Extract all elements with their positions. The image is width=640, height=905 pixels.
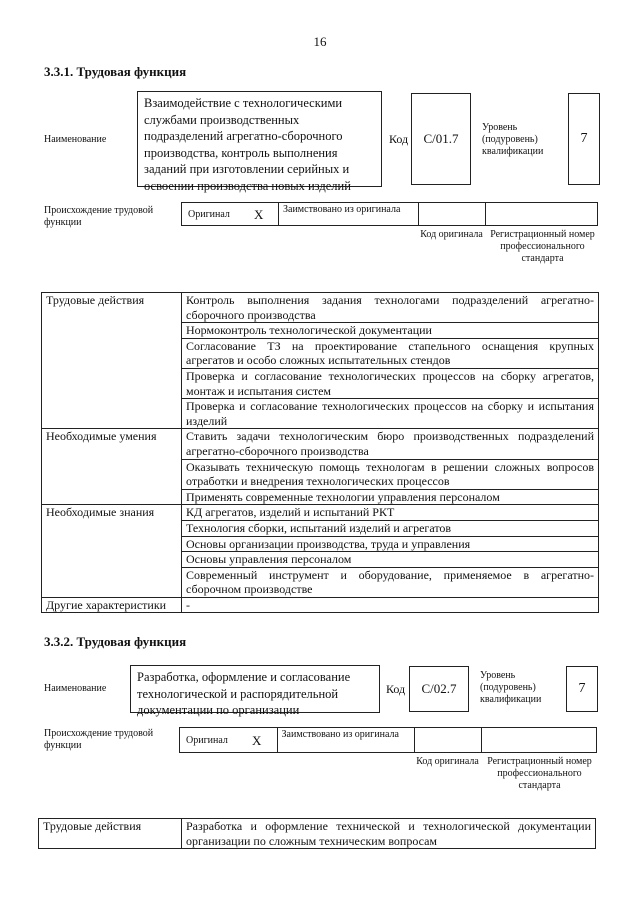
original-mark: X bbox=[252, 733, 262, 748]
table-cell: Современный инструмент и оборудование, применяемое в агрегатно-сборочном производстве bbox=[182, 567, 599, 597]
table-row bbox=[42, 293, 599, 323]
origin-row bbox=[181, 202, 598, 226]
level-box bbox=[568, 93, 600, 185]
function-table bbox=[41, 292, 599, 613]
row-label: Трудовые действия bbox=[39, 819, 182, 849]
reg-number-cell bbox=[486, 203, 597, 225]
reg-number-label: Регистрационный номер профессионального стандарта bbox=[490, 229, 595, 264]
level-value: 7 bbox=[578, 681, 586, 696]
table-cell: Технология сборки, испытаний изделий и агрегатов bbox=[182, 520, 599, 536]
name-label: Наименование bbox=[44, 683, 107, 694]
original-code-label: Код оригинала bbox=[416, 756, 479, 767]
original-cell bbox=[180, 728, 278, 752]
original-label: Оригинал bbox=[188, 209, 230, 220]
original-cell bbox=[182, 203, 279, 225]
level-box bbox=[566, 666, 598, 712]
original-mark: X bbox=[254, 207, 264, 222]
original-code-cell bbox=[419, 203, 486, 225]
function-name-text: Взаимодействие с технологическими службами производственных подразделений агрегатно-сборочного производства, контроль выполнения заданий при изготовлении серийных и освоении производства новых изделий bbox=[144, 96, 351, 193]
table-cell: Ставить задачи технологическим бюро производственных подразделений агрегатно-сборочного производства bbox=[182, 429, 599, 459]
table-row bbox=[42, 597, 599, 613]
function-name-text: Разработка, оформление и согласование технологической и распорядительной документации по организации bbox=[137, 670, 351, 717]
section-title: 3.3.1. Трудовая функция bbox=[44, 64, 187, 79]
code-value: C/01.7 bbox=[423, 131, 459, 146]
original-label: Оригинал bbox=[186, 735, 228, 746]
row-label: Необходимые знания bbox=[42, 505, 182, 598]
code-label: Код bbox=[389, 132, 409, 146]
code-box bbox=[411, 93, 471, 185]
row-label: Необходимые умения bbox=[42, 429, 182, 505]
table-cell: Разработка и оформление технической и технологической документации организации по сложным техническим вопросам bbox=[182, 819, 596, 849]
table-cell: Проверка и согласование технологических процессов на сборку и испытания изделий bbox=[182, 399, 599, 429]
row-label: Трудовые действия bbox=[42, 293, 182, 429]
section-title: 3.3.2. Трудовая функция bbox=[44, 634, 187, 649]
borrowed-cell bbox=[278, 728, 415, 752]
level-value: 7 bbox=[580, 131, 588, 146]
original-code-cell bbox=[415, 728, 482, 752]
table-cell: Проверка и согласование технологических процессов на сборку агрегатов, монтаж и испытания систем bbox=[182, 368, 599, 398]
table-cell: КД агрегатов, изделий и испытаний РКТ bbox=[182, 505, 599, 521]
reg-number-cell bbox=[482, 728, 596, 752]
table-cell: - bbox=[182, 597, 599, 613]
reg-number-label: Регистрационный номер профессионального стандарта bbox=[487, 756, 592, 791]
code-value: C/02.7 bbox=[421, 681, 457, 696]
level-label: Уровень (подуровень) квалификации bbox=[482, 122, 544, 157]
table-cell: Согласование ТЗ на проектирование стапельного оснащения крупных агрегатов и особо сложных испытательных стендов bbox=[182, 338, 599, 368]
table-row bbox=[42, 505, 599, 521]
origin-row bbox=[179, 727, 597, 753]
page-number: 16 bbox=[313, 34, 327, 49]
borrowed-label: Заимствовано из оригинала bbox=[283, 204, 401, 215]
name-label: Наименование bbox=[44, 134, 107, 145]
table-cell: Применять современные технологии управления персоналом bbox=[182, 489, 599, 505]
table-cell: Контроль выполнения задания технологами подразделений агрегатно-сборочного производства bbox=[182, 293, 599, 323]
function-table bbox=[38, 818, 596, 849]
table-cell: Основы управления персоналом bbox=[182, 552, 599, 568]
function-name-box bbox=[130, 665, 380, 717]
row-label: Другие характеристики bbox=[42, 597, 182, 613]
code-label: Код bbox=[386, 682, 406, 696]
table-cell: Оказывать техническую помощь технологам в решении сложных вопросов отработки и внедрения технологических процессов bbox=[182, 459, 599, 489]
borrowed-label: Заимствовано из оригинала bbox=[281, 729, 399, 740]
table-row bbox=[39, 819, 596, 849]
origin-label: Происхождение трудовой функции bbox=[44, 728, 154, 751]
table-row bbox=[42, 429, 599, 459]
table-cell: Основы организации производства, труда и управления bbox=[182, 536, 599, 552]
code-box bbox=[409, 666, 469, 712]
original-code-label: Код оригинала bbox=[420, 229, 483, 240]
function-name-box bbox=[137, 91, 382, 193]
table-cell: Нормоконтроль технологической документации bbox=[182, 323, 599, 339]
borrowed-cell bbox=[279, 203, 419, 225]
origin-label: Происхождение трудовой функции bbox=[44, 205, 154, 228]
level-label: Уровень (подуровень) квалификации bbox=[480, 670, 542, 705]
